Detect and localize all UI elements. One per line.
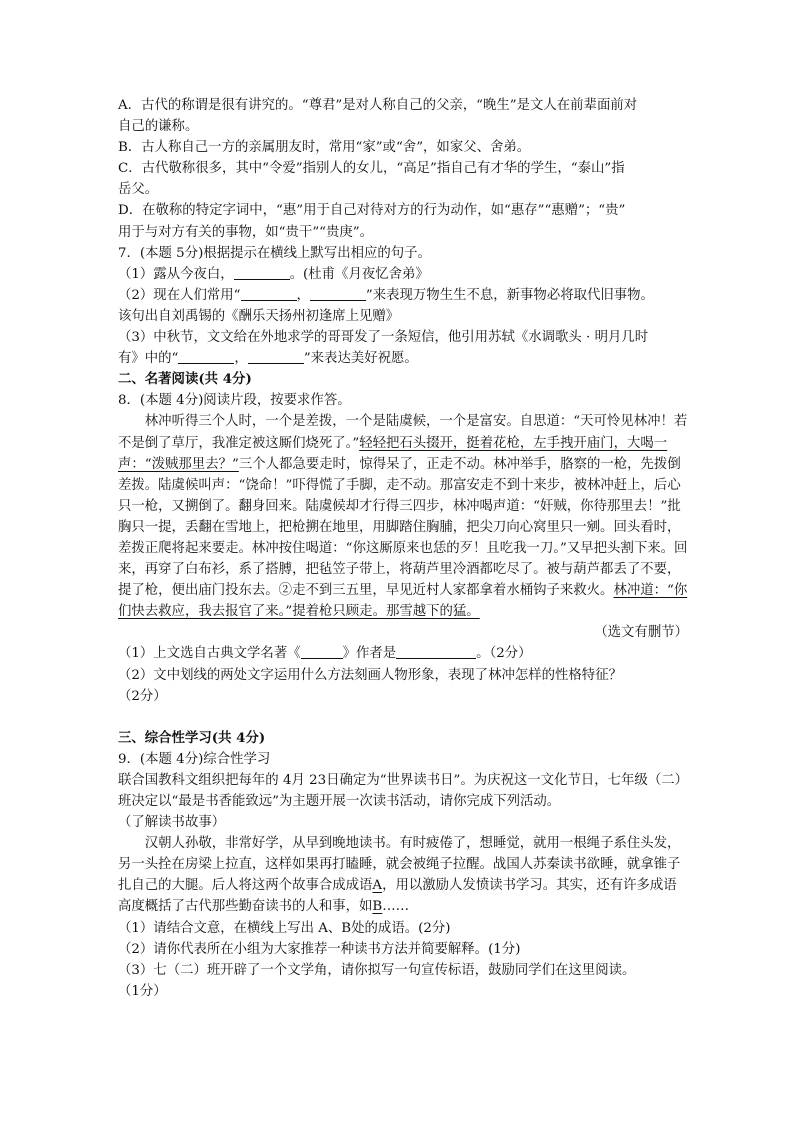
- question-8-stem: 8．(本题 4分)阅读片段，按要求作答。: [118, 393, 351, 409]
- option-a: A．古代的称谓是很有讲究的。“尊君”是对人称自己的父亲，“晚生”是文人在前辈面前对 自己的谦称。: [118, 98, 638, 135]
- question-7-1: （1）露从今夜白， 。(杜甫《月夜忆舍弟》: [118, 266, 429, 282]
- question-7-2: （2）现在人们常用“ ， ”来表现万物生生不息，新事物必将取代旧事物。 该句出自刘禹锡的《酬乐天扬州初逢席上见赠》: [118, 287, 654, 324]
- answer-blank[interactable]: [234, 265, 290, 280]
- answer-blank[interactable]: [178, 349, 234, 364]
- spacer: [118, 707, 688, 728]
- question-9-stem: 9．(本题 4分)综合性学习: [118, 751, 271, 767]
- underlined-text-2: 林冲道：“你们快去救应，我去报官了来。”提着枪只顾走。那雪越下的猛。: [118, 583, 688, 620]
- question-7-3: （3）中秋节，文文给在外地求学的哥哥发了一条短信，他引用苏轼《水调歌头 · 明月几时 有》中的“ ， ”来表达美好祝愿。: [118, 330, 649, 367]
- option-d: D．在敬称的特定字词中，“惠”用于自己对待对方的行为动作，如“惠存”“惠赠”；“贵” 用于与对方有关的事物，如“贵干”“贵庚”。: [118, 203, 626, 240]
- question-8-2: （2）文中划线的两处文字运用什么方法刻画人物形象，表现了林冲怎样的性格特征？ （2分）: [118, 667, 622, 704]
- section-3-heading: 三、综合性学习(共 4分): [118, 729, 266, 746]
- source-note: （选文有删节）: [594, 625, 688, 641]
- question-9-1: （1）请结合文意，在横线上写出 A、B处的成语。(2分): [118, 920, 451, 936]
- question-9-3: （3）七（二）班开辟了一个文学角，请你拟写一句宣传标语，鼓励同学们在这里阅读。 （1分）: [118, 962, 636, 999]
- mark-b: B: [372, 899, 383, 915]
- answer-blank[interactable]: [241, 286, 297, 301]
- underlined-text-1: 轻轻把石头掇开，挺着花枪，左手拽开庙门，大喝一声：“泼贼那里去？”: [118, 435, 668, 472]
- option-c: C．古代敬称很多，其中“令爱”指别人的女儿，“高足”指自己有才华的学生，“泰山”指 岳父。: [118, 161, 625, 198]
- answer-blank[interactable]: [301, 644, 343, 659]
- exam-page: [118, 95, 688, 1002]
- question-8-1: （1）上文选自古典文学名著《 》作者是 。（2分）: [118, 646, 532, 662]
- question-9-intro: 联合国教科文组织把每年的 4月 23日确定为“世界读书日”。为庆祝这一文化节日，七年级（二）班决定以“最是书香能致远”为主题开展一次读书活动，请你完成下列活动。: [118, 772, 688, 809]
- mark-a: A: [372, 878, 383, 894]
- answer-blank[interactable]: [310, 286, 366, 301]
- answer-blank[interactable]: [396, 644, 476, 659]
- question-7-stem: 7．(本题 5分)根据提示在横线上默写出相应的句子。: [118, 245, 431, 261]
- answer-blank[interactable]: [248, 349, 304, 364]
- subsection-title: （了解读书故事）: [118, 815, 226, 831]
- question-9-2: （2）请你代表所在小组为大家推荐一种读书方法并简要解释。(1分): [118, 941, 521, 957]
- option-b: B．古人称自己一方的亲属朋友时，常用“家”或“舍”，如家父、舍弟。: [118, 140, 531, 156]
- reading-passage: 林冲听得三个人时，一个是差拨，一个是陆虞候，一个是富安。自思道：“天可怜见林冲！若不是倒了草厅，我准定被这厮们烧死了。”轻轻把石头掇开，挺着花枪，左手拽开庙门，大喝一声：“泼贼那里去？”三个人都急要走时，惊得呆了，正走不动。林冲举手，胳察的一枪，先拨倒差拨。陆虞候叫声：“饶命！”吓得慌了手脚，走不动。那富安走不到十来步，被林冲赶上，后心只一枪，又搠倒了。翻身回来。陆虞候却才行得三四步，林冲喝声道：“奸贼，你待那里去！”批胸只一提，丢翻在雪地上，把枪搠在地里，用脚踏住胸脯，把尖刀向心窝里只一剜。回头看时，差拨正爬将起来要走。林冲按住喝道：“你这厮原来也恁的歹！且吃我一刀。”又早把头割下来。回来，再穿了白布衫，系了搭膊，把毡笠子带上，将葫芦里冷酒都吃尽了。被与葫芦都丢了不要，提了枪，便出庙门投东去。②走不到三五里，早见近村人家都拿着水桶钩子来救火。林冲道：“你们快去救应，我去报官了来。”提着枪只顾走。那雪越下的猛。: [118, 414, 688, 620]
- story-passage: 汉朝人孙敬，非常好学，从早到晚地读书。有时疲倦了，想睡觉，就用一根绳子系住头发，另一头拴在房梁上拉直，这样如果再打瞌睡，就会被绳子拉醒。战国人苏秦读书欲睡，就拿锥子扎自己的大腿。后人将这两个故事合成成语A，用以激励人发愤读书学习。其实，还有许多成语高度概括了古代那些勤奋读书的人和事，如B……: [118, 836, 681, 915]
- section-2-heading: 二、名著阅读(共 4分): [118, 371, 252, 388]
